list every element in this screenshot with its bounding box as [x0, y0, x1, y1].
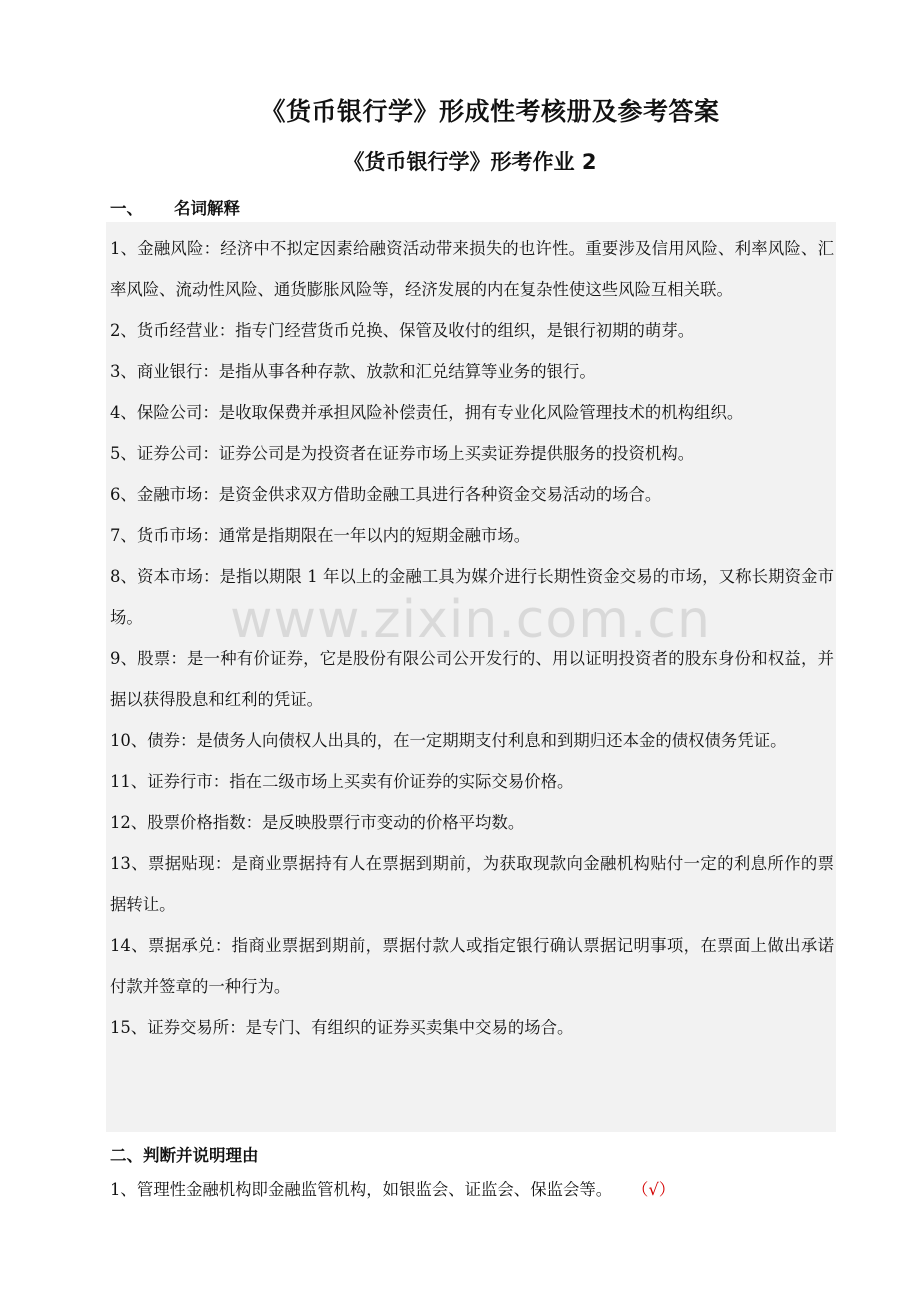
term-entry: 12、股票价格指数：是反映股票行市变动的价格平均数。	[110, 813, 525, 832]
term-entry: 6、金融市场：是资金供求双方借助金融工具进行各种资金交易活动的场合。	[110, 485, 662, 504]
term-entry: 5、证券公司：证券公司是为投资者在证券市场上买卖证券提供服务的投资机构。	[110, 444, 695, 463]
answer-mark: （√）	[640, 1180, 676, 1199]
term-entry: 9、股票：是一种有价证券，它是股份有限公司公开发行的、用以证明投资者的股东身份和权益，并据以获得股息和红利的凭证。	[110, 649, 834, 709]
term-entry: 11、证券行市：指在二级市场上买卖有价证券的实际交易价格。	[110, 772, 574, 791]
term-entry: 7、货币市场：通常是指期限在一年以内的短期金融市场。	[110, 526, 531, 545]
term-entry: 3、商业银行：是指从事各种存款、放款和汇兑结算等业务的银行。	[110, 362, 596, 381]
document-title: 《货币银行学》形成性考核册及参考答案	[260, 97, 720, 126]
term-entry: 15、证券交易所：是专门、有组织的证券买卖集中交易的场合。	[110, 1018, 574, 1037]
term-entry: 1、金融风险：经济中不拟定因素给融资活动带来损失的也许性。重要涉及信用风险、利率风险、汇率风险、流动性风险、通货膨胀风险等，经济发展的内在复杂性使这些风险互相关联。	[110, 239, 834, 299]
judgement-text: 1、管理性金融机构即金融监管机构，如银监会、证监会、保监会等。	[110, 1180, 613, 1199]
judgement-item	[110, 1176, 675, 1200]
term-entry: 2、货币经营业：指专门经营货币兑换、保管及收付的组织，是银行初期的萌芽。	[110, 321, 695, 340]
section-heading-terms	[110, 195, 240, 219]
section-title: 名词解释	[174, 199, 240, 218]
term-list	[110, 228, 834, 1048]
term-entry: 8、资本市场：是指以期限 1 年以上的金融工具为媒介进行长期性资金交易的市场，又称长期资金市场。	[110, 567, 834, 627]
document-subtitle: 《货币银行学》形考作业 2	[343, 150, 597, 174]
section-number: 一、	[110, 199, 143, 218]
term-entry: 13、票据贴现：是商业票据持有人在票据到期前，为获取现款向金融机构贴付一定的利息所作的票据转让。	[110, 854, 834, 914]
term-entry: 4、保险公司：是收取保费并承担风险补偿责任，拥有专业化风险管理技术的机构组织。	[110, 403, 744, 422]
term-entry: 14、票据承兑：指商业票据到期前，票据付款人或指定银行确认票据记明事项，在票面上做出承诺付款并签章的一种行为。	[110, 936, 834, 996]
section-heading-judgement: 二、判断并说明理由	[110, 1146, 259, 1165]
term-entry: 10、债券：是债务人向债权人出具的，在一定期期支付利息和到期归还本金的债权债务凭证。	[110, 731, 787, 750]
